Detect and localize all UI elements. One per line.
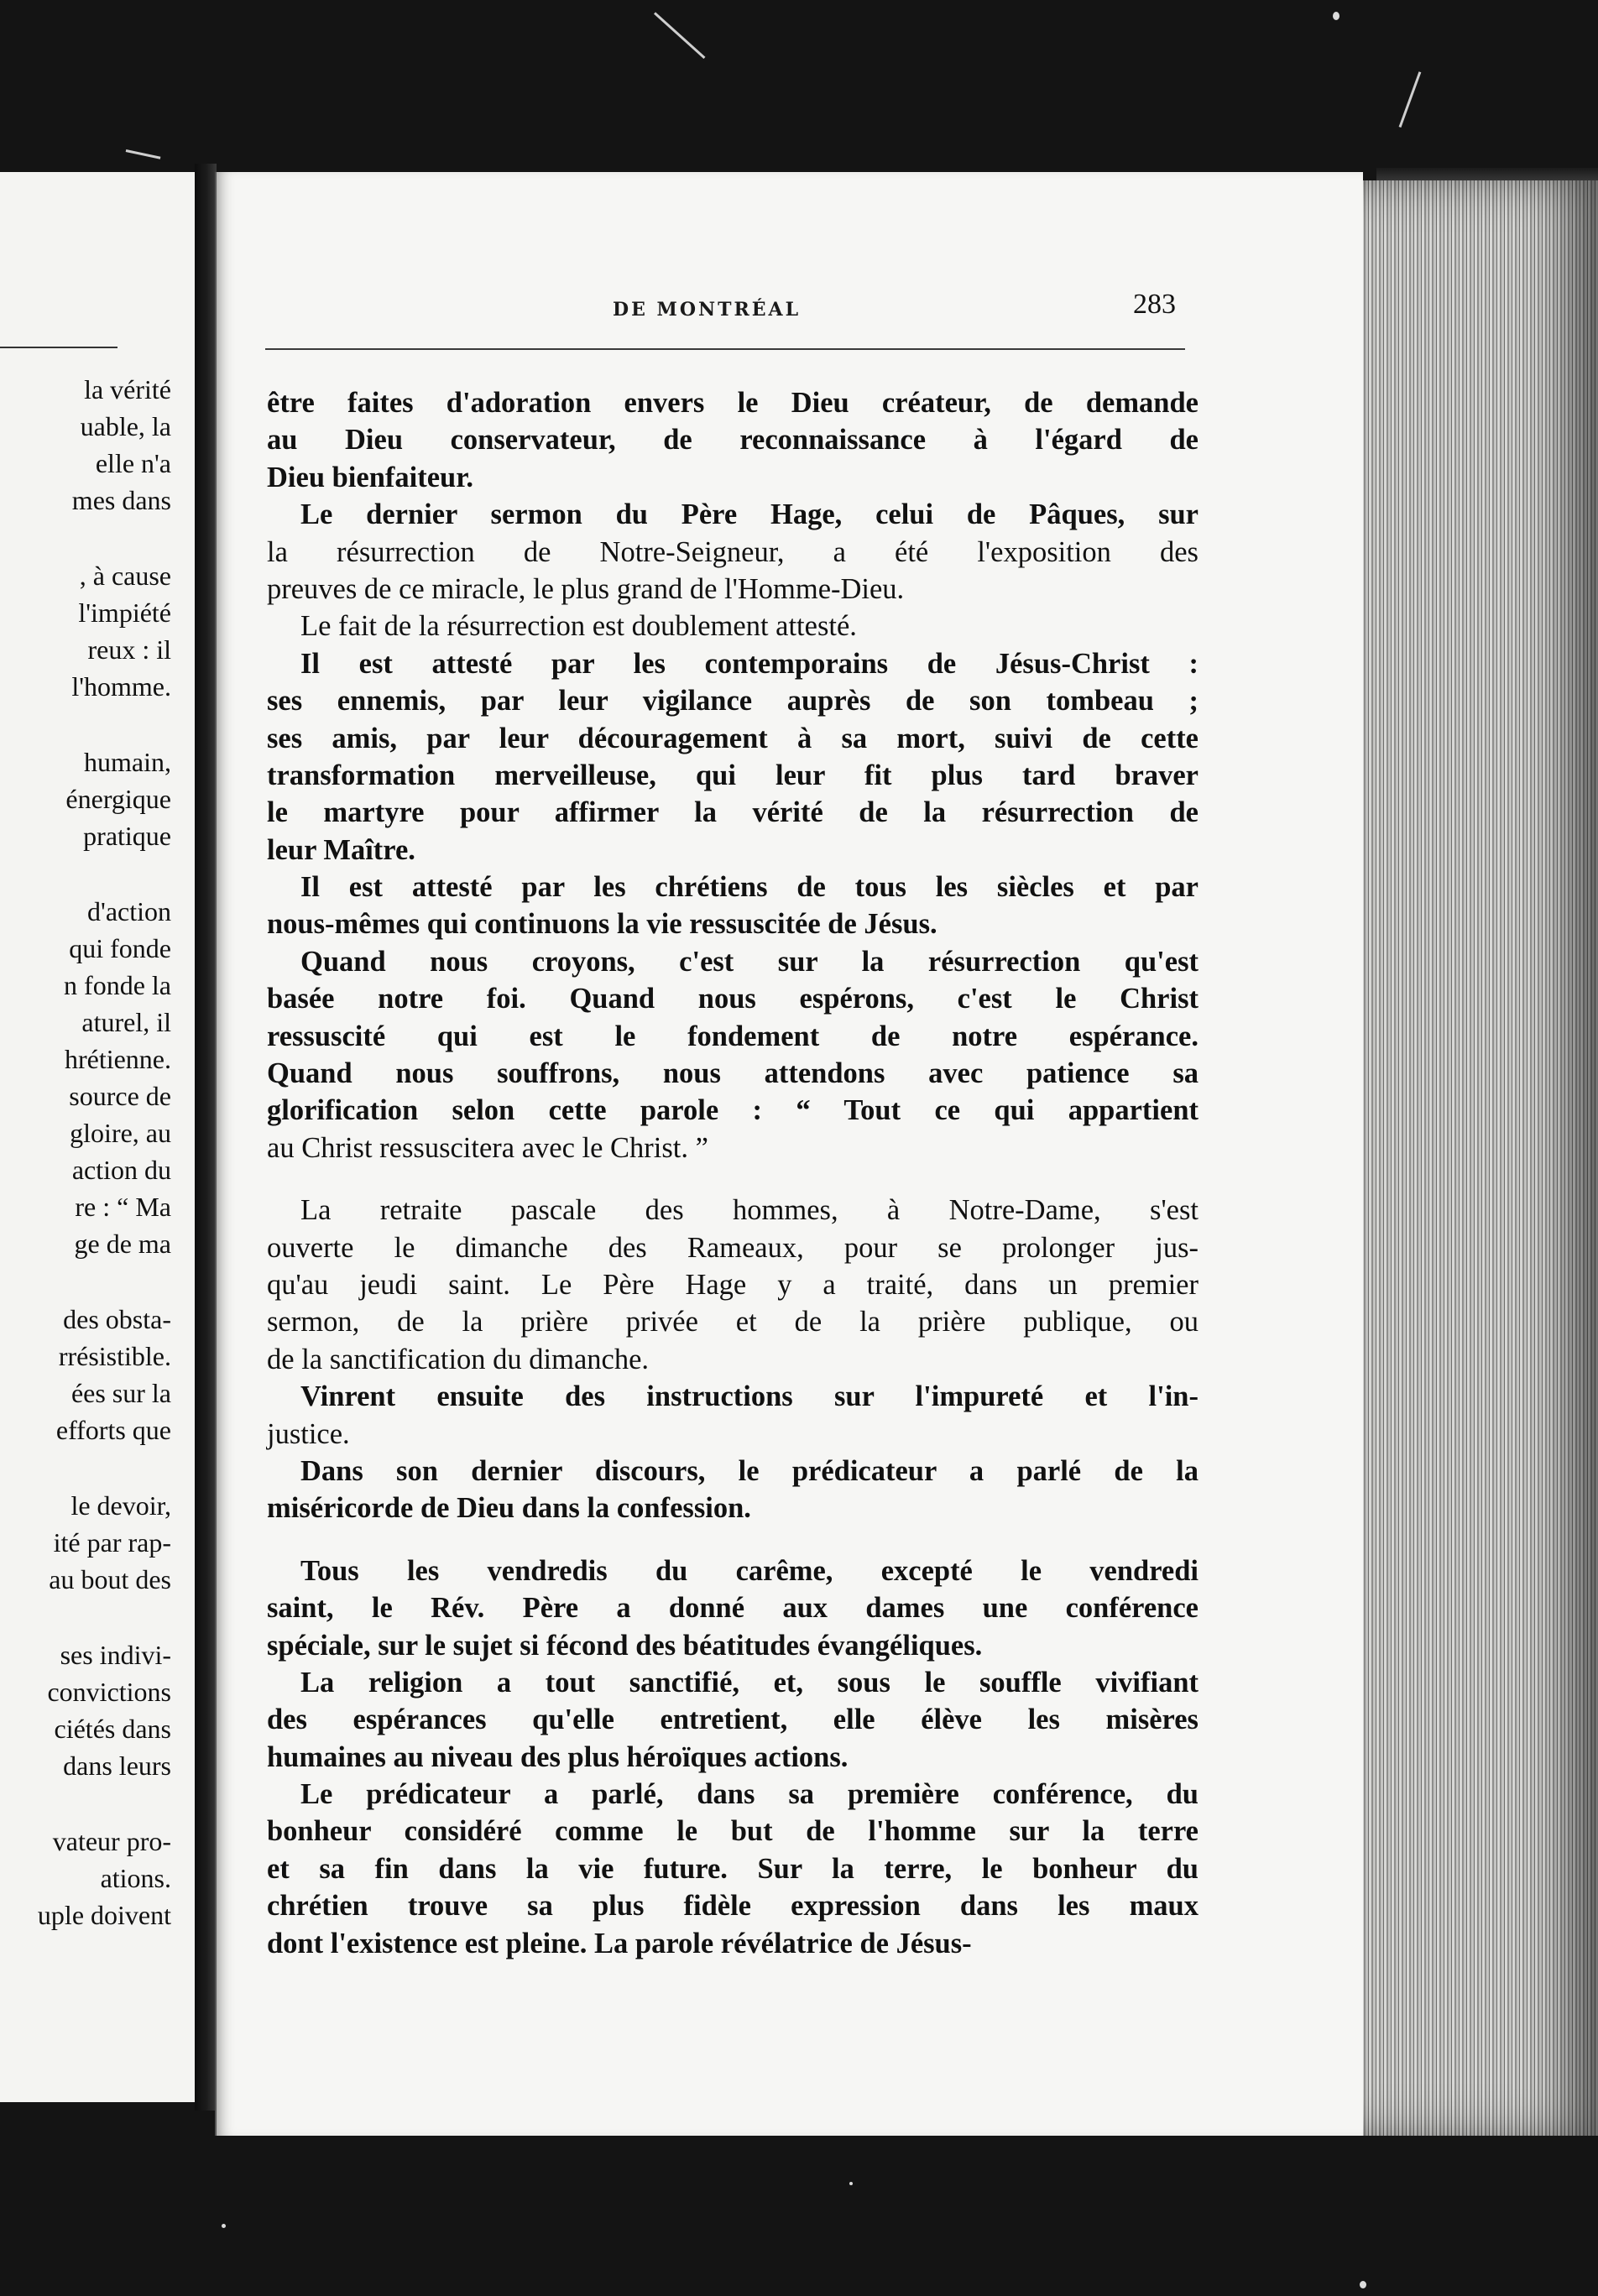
left-page-blank-line: [0, 705, 171, 744]
left-page-line: ses indivi-: [60, 1640, 171, 1670]
body-line: au Christ ressuscitera avec le Christ. ”: [267, 1131, 708, 1164]
left-page-blank-line: [0, 519, 171, 557]
left-page-line: elle n'a: [95, 448, 171, 478]
header-rule: [265, 348, 1185, 350]
body-line: sermon, de la prière privée et de la prière publique, ou: [267, 1306, 1198, 1338]
scan-scratch: [654, 12, 705, 59]
body-line: Le fait de la résurrection est doublement attesté.: [300, 610, 857, 643]
body-line: leur Maître.: [267, 833, 415, 866]
left-page-text: [0, 371, 171, 1933]
left-page-line: des obsta-: [63, 1304, 171, 1334]
body-line: basée notre foi. Quand nous espérons, c'est le Christ: [267, 983, 1198, 1015]
left-page-line: convictions: [47, 1677, 171, 1707]
left-page-line: uable, la: [80, 411, 171, 441]
scan-speck: [849, 2182, 853, 2185]
body-line: de la sanctification du dimanche.: [267, 1343, 650, 1375]
body-line: et sa fin dans la vie future. Sur la terre, le bonheur du: [267, 1852, 1198, 1885]
left-page-line: humain,: [84, 747, 171, 777]
body-line: la résurrection de Notre-Seigneur, a été l'exposition des: [267, 535, 1198, 568]
body-line: transformation merveilleuse, qui leur fit plus tard braver: [267, 759, 1198, 791]
body-line: humaines au niveau des plus héroïques actions.: [267, 1740, 849, 1773]
left-page-line: vateur pro-: [52, 1826, 171, 1856]
body-line: La religion a tout sanctifié, et, sous le souffle vivifiant: [300, 1666, 1198, 1699]
body-line: glorification selon cette parole : “ Tout ce qui appartient: [267, 1094, 1198, 1127]
scan-scratch: [1399, 71, 1422, 128]
left-page-line: reux : il: [87, 634, 171, 665]
left-page-blank-line: [0, 854, 171, 893]
body-line: ressuscité qui est le fondement de notre espérance.: [267, 1020, 1198, 1052]
scan-scratch: [126, 149, 161, 159]
left-page-line: uple doivent: [37, 1900, 171, 1930]
left-page-line: pratique: [83, 821, 171, 851]
body-line: Le prédicateur a parlé, dans sa première conférence, du: [300, 1778, 1198, 1811]
left-page-line: énergique: [65, 784, 171, 814]
body-line: des espérances qu'elle entretient, elle élève les misères: [267, 1704, 1198, 1736]
left-page-line: rrésistible.: [58, 1341, 171, 1371]
left-page-line: n fonde la: [64, 970, 171, 1000]
left-page-line: efforts que: [55, 1415, 171, 1445]
page-number: 283: [1133, 289, 1176, 320]
left-page-line: le devoir,: [70, 1490, 171, 1521]
left-page-line: ées sur la: [70, 1378, 171, 1408]
left-page-blank-line: [0, 1448, 171, 1487]
left-page-blank-line: [0, 1598, 171, 1636]
body-line: Il est attesté par les chrétiens de tous les siècles et par: [300, 871, 1198, 904]
left-page-line: ations.: [100, 1863, 171, 1893]
left-page-line: , à cause: [79, 561, 171, 591]
body-line: le martyre pour affirmer la vérité de la résurrection de: [267, 796, 1198, 829]
left-page-line: source de: [69, 1081, 171, 1111]
left-page-line: dans leurs: [63, 1751, 171, 1781]
body-line: ses amis, par leur découragement à sa mort, suivi de cette: [267, 722, 1198, 754]
body-line: La retraite pascale des hommes, à Notre-Dame, s'est: [300, 1194, 1198, 1227]
body-line: au Dieu conservateur, de reconnaissance à l'égard de: [267, 424, 1198, 457]
body-line: Tous les vendredis du carême, excepté le vendredi: [300, 1554, 1198, 1587]
left-page-line: qui fonde: [69, 933, 171, 963]
left-page-line: mes dans: [71, 485, 171, 515]
scan-speck: [1360, 2281, 1366, 2288]
left-page-line: l'impiété: [78, 597, 171, 628]
body-line: Quand nous souffrons, nous attendons avec patience sa: [267, 1057, 1198, 1090]
left-page-line: la vérité: [84, 374, 171, 404]
body-line: qu'au jeudi saint. Le Père Hage y a traité, dans un premier: [267, 1268, 1198, 1301]
body-line: Dans son dernier discours, le prédicateur a parlé de la: [300, 1454, 1198, 1487]
left-page-line: aturel, il: [81, 1007, 171, 1037]
page-body-text: [267, 384, 1198, 1962]
body-line: Le dernier sermon du Père Hage, celui de Pâques, sur: [300, 498, 1198, 531]
left-page-rule: [0, 347, 118, 348]
body-line: dont l'existence est pleine. La parole révélatrice de Jésus-: [267, 1927, 972, 1959]
body-line: ouverte le dimanche des Rameaux, pour se prolonger jus-: [267, 1231, 1198, 1264]
body-line: Il est attesté par les contemporains de Jésus-Christ :: [300, 647, 1198, 680]
body-line: preuves de ce miracle, le plus grand de l'Homme-Dieu.: [267, 572, 905, 605]
body-line: nous-mêmes qui continuons la vie ressuscitée de Jésus.: [267, 908, 937, 941]
left-page-line: ge de ma: [74, 1229, 171, 1259]
body-line: être faites d'adoration envers le Dieu créateur, de demande: [267, 387, 1198, 419]
left-page-line: hrétienne.: [64, 1044, 171, 1074]
body-line: bonheur considéré comme le but de l'homme sur la terre: [267, 1815, 1198, 1848]
left-page-line: au bout des: [49, 1564, 171, 1594]
left-page-line: re : “ Ma: [75, 1192, 171, 1222]
body-line: saint, le Rév. Père a donné aux dames une conférence: [267, 1592, 1198, 1625]
body-line: Dieu bienfaiteur.: [267, 461, 473, 493]
left-page-blank-line: [0, 1784, 171, 1823]
book-gutter: [195, 164, 217, 2111]
body-line: miséricorde de Dieu dans la confession.: [267, 1492, 751, 1525]
scan-speck: [222, 2224, 226, 2228]
left-page-line: ité par rap-: [53, 1527, 171, 1558]
body-line: Quand nous croyons, c'est sur la résurrection qu'est: [300, 945, 1198, 978]
left-page-line: ciétés dans: [54, 1714, 171, 1744]
left-page-line: action du: [71, 1155, 171, 1185]
body-line: ses ennemis, par leur vigilance auprès de son tombeau ;: [267, 685, 1198, 718]
body-line: chrétien trouve sa plus fidèle expression dans les maux: [267, 1890, 1198, 1923]
left-page-line: gloire, au: [70, 1118, 171, 1148]
book-page-edges: [1361, 180, 1598, 2136]
body-line: justice.: [267, 1417, 350, 1450]
scan-speck: [1333, 12, 1340, 20]
left-page-blank-line: [0, 1262, 171, 1301]
left-page-line: d'action: [87, 896, 171, 926]
body-line: Vinrent ensuite des instructions sur l'impureté et l'in-: [300, 1380, 1198, 1413]
left-page-line: l'homme.: [71, 671, 171, 702]
running-head: DE MONTRÉAL: [613, 299, 802, 321]
body-line: spéciale, sur le sujet si fécond des béatitudes évangéliques.: [267, 1629, 983, 1662]
